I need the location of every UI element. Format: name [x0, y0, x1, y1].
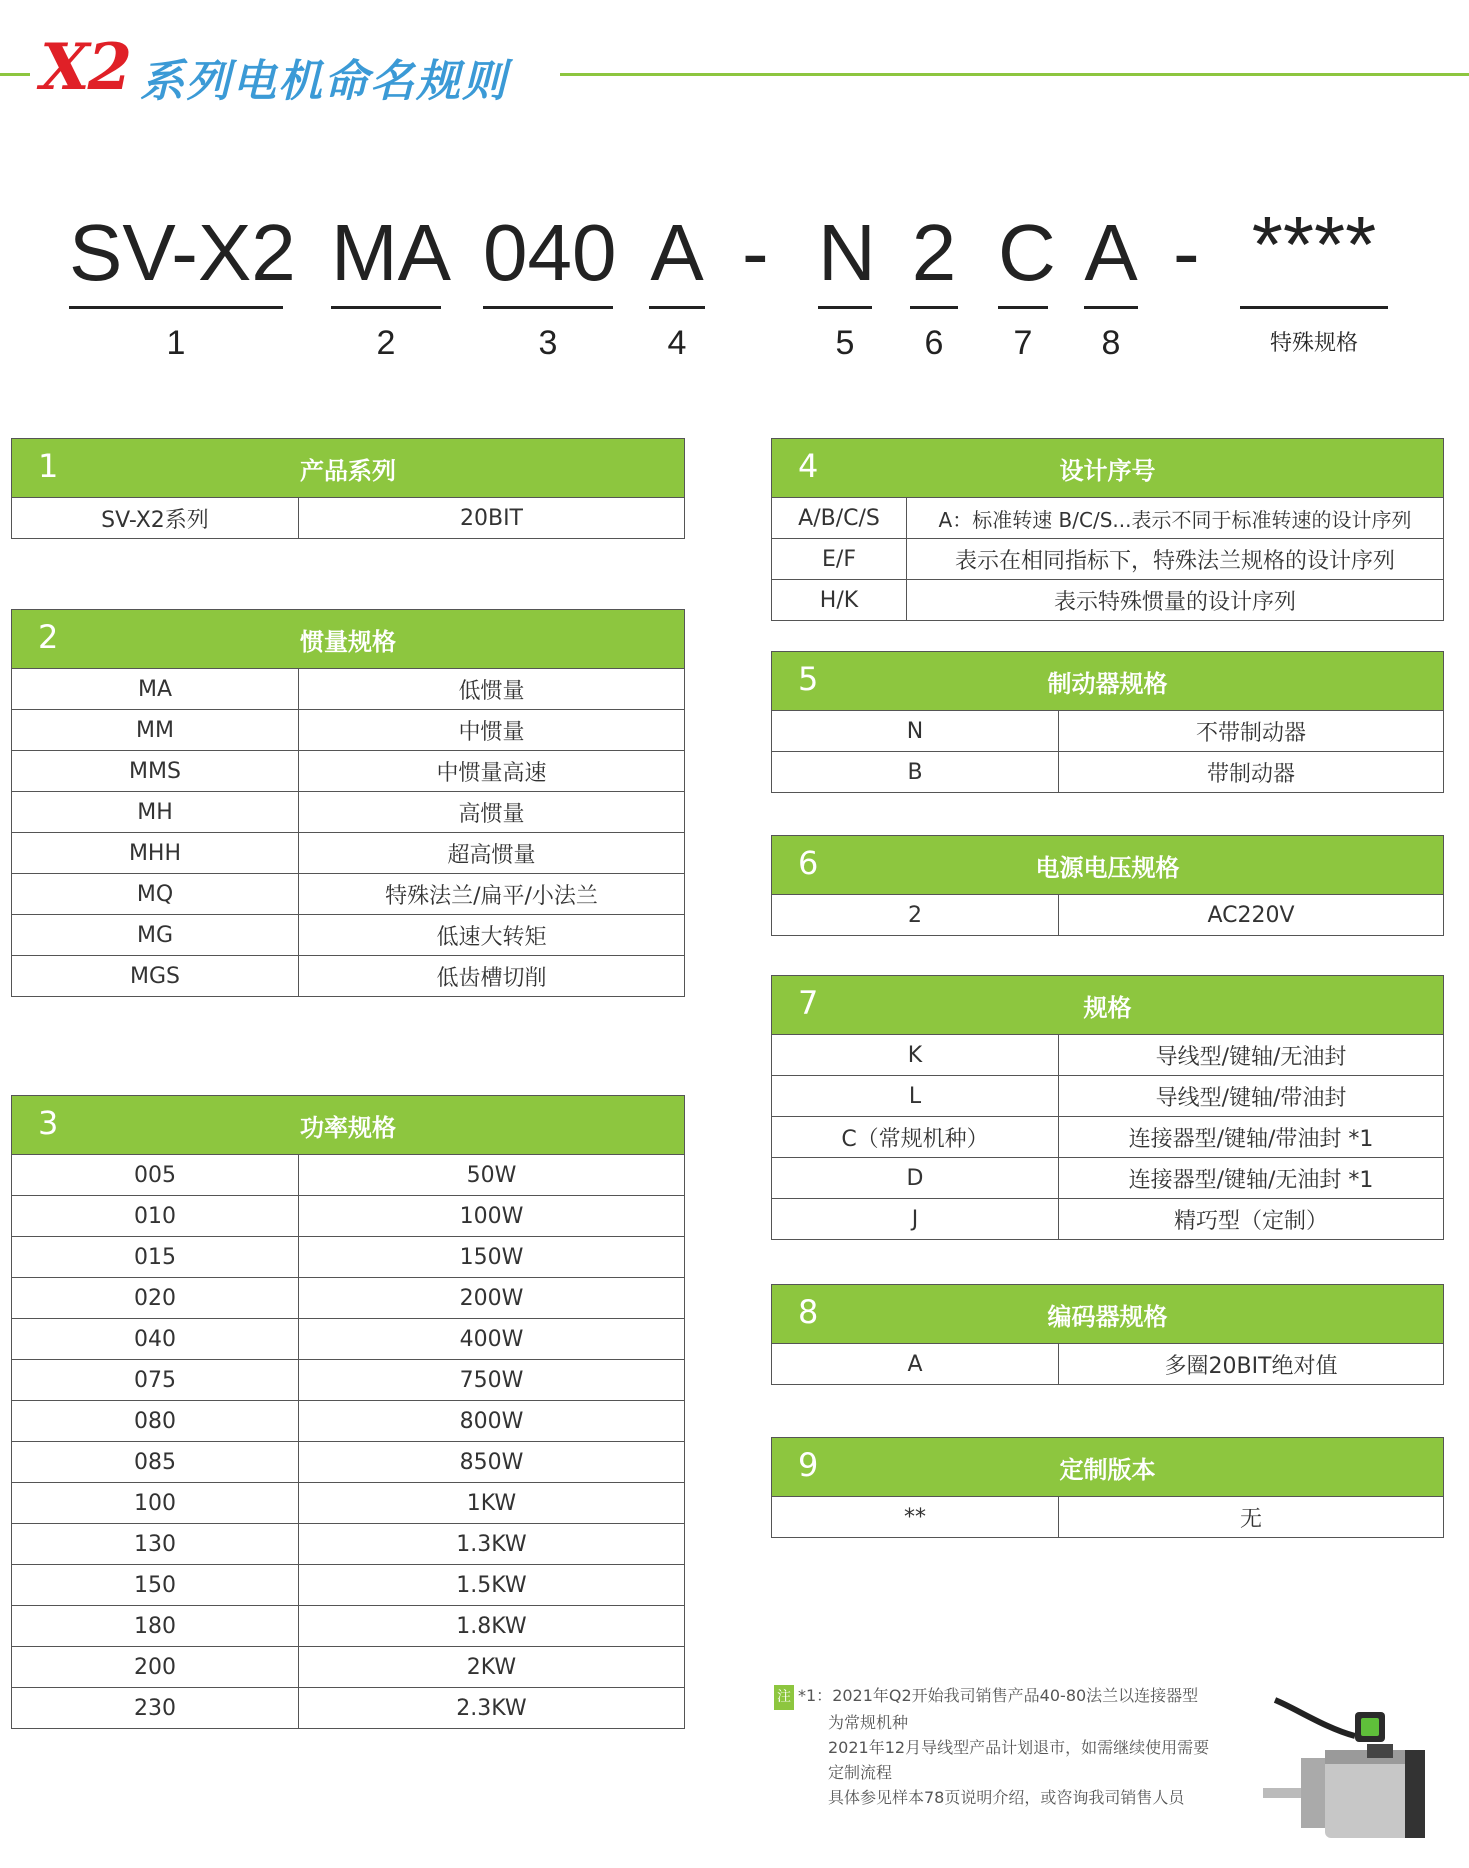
table-row: [12, 710, 685, 751]
table-cell-desc: 表示特殊惯量的设计序列: [907, 580, 1444, 621]
table-cell-desc: 800W: [299, 1401, 685, 1442]
code-special-label: 特殊规格: [1269, 330, 1358, 355]
header-title: 系列电机命名规则: [140, 56, 508, 107]
table-cell-desc: 中惯量: [299, 710, 685, 751]
table-cell-desc: 超高惯量: [299, 833, 685, 874]
note-line: 为常规机种: [828, 1713, 909, 1732]
table-cell-desc: 高惯量: [299, 792, 685, 833]
table-cell-desc: 表示在相同指标下，特殊法兰规格的设计序列: [907, 539, 1444, 580]
table-cell-code: L: [772, 1076, 1059, 1117]
code-segment-series: SV-X2: [69, 208, 283, 312]
table-number: 8: [798, 1293, 819, 1331]
code-number: 2: [376, 324, 396, 362]
table-voltage-spec: [771, 835, 1444, 936]
table-design-number: [771, 438, 1444, 621]
table-cell-code: 100: [12, 1483, 299, 1524]
table-cell-code: 200: [12, 1647, 299, 1688]
table-row: [12, 1483, 685, 1524]
table-row: [12, 915, 685, 956]
table-cell-desc: 150W: [299, 1237, 685, 1278]
table-row: [12, 833, 685, 874]
table-cell-code: **: [772, 1497, 1059, 1538]
table-cell-code: 040: [12, 1319, 299, 1360]
code-number: 7: [1013, 324, 1033, 362]
table-row: [12, 874, 685, 915]
table-cell-code: 005: [12, 1155, 299, 1196]
note-line: 2021年Q2开始我司销售产品40-80法兰以连接器型: [832, 1686, 1199, 1705]
table-cell-desc: 20BIT: [299, 498, 685, 539]
table-cell-desc: AC220V: [1059, 895, 1444, 936]
table-cell-code: 020: [12, 1278, 299, 1319]
table-cell-code: A: [772, 1344, 1059, 1385]
table-row: [12, 1565, 685, 1606]
table-row: [12, 1360, 685, 1401]
table-row: [772, 580, 1444, 621]
table-cell-code: N: [772, 711, 1059, 752]
table-row: [12, 1688, 685, 1729]
table-cell-code: MQ: [12, 874, 299, 915]
table-cell-desc: 特殊法兰/扁平/小法兰: [299, 874, 685, 915]
table-cell-code: MA: [12, 669, 299, 710]
code-segment-design: A: [649, 208, 705, 312]
table-number: 2: [38, 618, 59, 656]
code-number: 3: [538, 324, 558, 362]
table-cell-code: J: [772, 1199, 1059, 1240]
table-cell-desc: 连接器型/键轴/带油封 *1: [1059, 1117, 1444, 1158]
table-cell-code: SV-X2系列: [12, 498, 299, 539]
table-cell-desc: 1.5KW: [299, 1565, 685, 1606]
table-cell-code: 180: [12, 1606, 299, 1647]
header-rule-left: [0, 73, 30, 76]
table-title: 电源电压规格: [1035, 853, 1180, 882]
code-segment-voltage: 2: [910, 208, 958, 312]
table-row: [12, 1647, 685, 1688]
table-cell-desc: A：标准转速 B/C/S...表示不同于标准转速的设计序列: [907, 498, 1444, 539]
code-segment-spec: C: [998, 208, 1048, 312]
table-title: 设计序号: [1059, 456, 1156, 485]
note-marker: *1：: [798, 1686, 833, 1705]
table-cell-code: MGS: [12, 956, 299, 997]
table-cell-desc: 导线型/键轴/无油封: [1059, 1035, 1444, 1076]
note-line: 2021年12月导线型产品计划退市，如需继续使用需要: [828, 1738, 1210, 1757]
table-row: [772, 1035, 1444, 1076]
table-cell-code: 015: [12, 1237, 299, 1278]
table-cell-desc: 100W: [299, 1196, 685, 1237]
table-row: [12, 1319, 685, 1360]
table-number: 5: [798, 660, 819, 698]
table-cell-code: A/B/C/S: [772, 498, 907, 539]
table-cell-code: 150: [12, 1565, 299, 1606]
table-number: 7: [798, 984, 819, 1022]
code-dash: -: [1173, 208, 1200, 297]
table-cell-code: 130: [12, 1524, 299, 1565]
table-row: [12, 1196, 685, 1237]
code-number: 5: [835, 324, 855, 362]
table-inertia-spec: [11, 609, 685, 997]
code-number: 4: [667, 324, 687, 362]
table-cell-desc: 导线型/键轴/带油封: [1059, 1076, 1444, 1117]
code-segment-power: 040: [483, 208, 613, 312]
table-cell-desc: 1.8KW: [299, 1606, 685, 1647]
table-cell-desc: 低速大转矩: [299, 915, 685, 956]
table-row: [772, 895, 1444, 936]
code-number: 6: [924, 324, 944, 362]
table-cell-desc: 850W: [299, 1442, 685, 1483]
table-row: [772, 1158, 1444, 1199]
table-brake-spec: [771, 651, 1444, 793]
table-encoder-spec: [771, 1284, 1444, 1385]
table-title: 编码器规格: [1047, 1302, 1168, 1331]
table-cell-desc: 400W: [299, 1319, 685, 1360]
table-row: [12, 1606, 685, 1647]
table-power-spec: [11, 1095, 685, 1729]
table-row: [12, 792, 685, 833]
table-title: 产品系列: [300, 456, 396, 485]
code-segment-inertia: MA: [331, 208, 441, 312]
table-row: [12, 669, 685, 710]
table-row: [12, 1401, 685, 1442]
note-line: 定制流程: [828, 1763, 893, 1782]
table-cell-code: K: [772, 1035, 1059, 1076]
note-line: 具体参见样本78页说明介绍，或咨询我司销售人员: [828, 1788, 1185, 1807]
table-title: 规格: [1083, 993, 1132, 1022]
table-title: 制动器规格: [1047, 669, 1168, 698]
table-cell-desc: 无: [1059, 1497, 1444, 1538]
table-cell-desc: 带制动器: [1059, 752, 1444, 793]
table-cell-code: C（常规机种）: [772, 1117, 1059, 1158]
table-cell-desc: 不带制动器: [1059, 711, 1444, 752]
table-row: [772, 539, 1444, 580]
table-number: 4: [798, 447, 819, 485]
table-cell-desc: 1KW: [299, 1483, 685, 1524]
table-cell-desc: 精巧型（定制）: [1059, 1199, 1444, 1240]
table-custom-version: [771, 1437, 1444, 1538]
servo-motor-image: [1255, 1688, 1435, 1848]
table-cell-desc: 低惯量: [299, 669, 685, 710]
header-rule-right: [560, 73, 1469, 76]
table-row: [772, 1497, 1444, 1538]
table-cell-code: 075: [12, 1360, 299, 1401]
note-tag: 注: [774, 1685, 794, 1710]
table-cell-code: D: [772, 1158, 1059, 1199]
table-cell-desc: 低齿槽切削: [299, 956, 685, 997]
table-cell-code: MHH: [12, 833, 299, 874]
table-cell-code: MH: [12, 792, 299, 833]
code-number: 1: [166, 324, 186, 362]
table-cell-code: 010: [12, 1196, 299, 1237]
table-cell-code: 080: [12, 1401, 299, 1442]
table-cell-code: MM: [12, 710, 299, 751]
table-number: 3: [38, 1104, 59, 1142]
footnote: [774, 1683, 1209, 1810]
table-row: [12, 1524, 685, 1565]
table-title: 定制版本: [1059, 1455, 1156, 1484]
table-row: [772, 1199, 1444, 1240]
table-number: 1: [38, 447, 59, 485]
table-cell-desc: 1.3KW: [299, 1524, 685, 1565]
table-product-series: [11, 438, 685, 539]
table-row: [12, 956, 685, 997]
table-row: [12, 1442, 685, 1483]
table-cell-code: MMS: [12, 751, 299, 792]
table-title: 惯量规格: [300, 627, 396, 656]
code-segment-special: ****: [1240, 208, 1388, 312]
table-row: [12, 498, 685, 539]
table-row: [772, 711, 1444, 752]
table-cell-desc: 中惯量高速: [299, 751, 685, 792]
table-cell-desc: 50W: [299, 1155, 685, 1196]
table-cell-code: H/K: [772, 580, 907, 621]
table-cell-code: 2: [772, 895, 1059, 936]
table-row: [12, 1278, 685, 1319]
table-cell-desc: 2KW: [299, 1647, 685, 1688]
table-title: 功率规格: [300, 1113, 396, 1142]
table-row: [12, 751, 685, 792]
table-cell-desc: 多圈20BIT绝对值: [1059, 1344, 1444, 1385]
code-dash: -: [742, 208, 769, 297]
table-cell-desc: 2.3KW: [299, 1688, 685, 1729]
table-row: [772, 1344, 1444, 1385]
table-row: [772, 498, 1444, 539]
table-cell-code: MG: [12, 915, 299, 956]
table-row: [772, 1076, 1444, 1117]
table-cell-code: B: [772, 752, 1059, 793]
header-brand-x2: X2: [40, 30, 131, 105]
table-row: [12, 1237, 685, 1278]
table-row: [772, 752, 1444, 793]
table-cell-code: 085: [12, 1442, 299, 1483]
table-cell-code: 230: [12, 1688, 299, 1729]
table-row: [772, 1117, 1444, 1158]
table-row: [12, 1155, 685, 1196]
table-number: 6: [798, 844, 819, 882]
table-cell-desc: 750W: [299, 1360, 685, 1401]
table-spec: [771, 975, 1444, 1240]
table-cell-desc: 连接器型/键轴/无油封 *1: [1059, 1158, 1444, 1199]
code-segment-encoder: A: [1084, 208, 1138, 312]
table-cell-desc: 200W: [299, 1278, 685, 1319]
table-cell-code: E/F: [772, 539, 907, 580]
code-number: 8: [1101, 324, 1121, 362]
table-number: 9: [798, 1446, 819, 1484]
code-segment-brake: N: [818, 208, 872, 312]
